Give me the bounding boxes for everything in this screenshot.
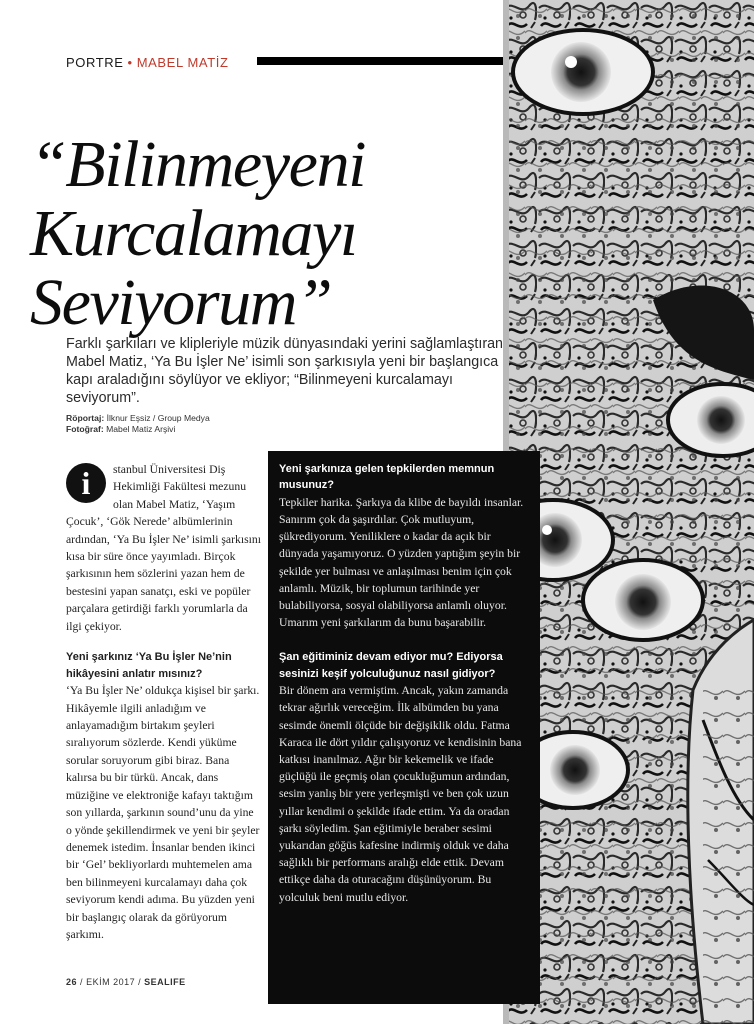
credit-photo	[66, 424, 366, 435]
portrait-photo	[503, 0, 754, 1024]
opening-text: stanbul Üniversitesi Diş Hekimliği Fakültesi mezunu olan Mabel Matiz, ‘Yaşım Çocuk’, ‘Gök Nerede’ albümlerinin ardından, ‘Ya Bu İşler Ne’ isimli şarkısını kısa bir süre önce yayımladı. Birçok şarkısının hem sözlerini yazan hem de bestesini yapan sanatçı, eski ve popüler parçalara getirdiği farklı yorumlarla da ilgi çekiyor.	[66, 463, 261, 633]
headline-line-1: “Bilinmeyeni	[30, 128, 366, 201]
photo-illustration	[503, 0, 754, 1024]
section-separator: •	[127, 55, 133, 70]
magazine-name: SEALIFE	[144, 977, 186, 987]
question-2: Yeni şarkınıza gelen tepkilerden memnun musunuz?	[279, 463, 495, 492]
drop-cap: i	[66, 463, 106, 503]
headline-line-2: Kurcalamayı	[30, 197, 357, 270]
answer-2: Tepkiler harika. Şarkıya da klibe de bayıldı insanlar. Sanırım çok da şaşırdılar. Çok mutluyum, şükrediyorum. Yeniliklere o kadar da açık bir dünyada yaşamıyoruz. O yüzden yaptığım şeyin bir şekilde yer bulması ve anlaşılması benim için çok anlamlı. Müzik, bir toplumun tarihinde yer bulabiliyorsa, sosyal olabiliyorsa anlamlı oluyor. Umarım yeni şarkılarım da bunu başarabilir.	[279, 495, 524, 630]
section-label	[66, 55, 229, 70]
question-1: Yeni şarkınız ‘Ya Bu İşler Ne’nin hikâyesini anlatır mısınız?	[66, 651, 232, 680]
section-subject: MABEL MATİZ	[136, 55, 229, 70]
left-column	[66, 461, 261, 943]
opening-paragraph	[66, 461, 261, 635]
answer-1: ‘Ya Bu İşler Ne’ oldukça kişisel bir şarkı. Hikâyemle ilgili anladığım ve anlayamadığım birtakım şeyleri sıralıyorum sözlerde. Kendi yüküme sorular soruyorum gibi biraz. Bana kalırsa bu bir türkü. Ancak, dans müziğine ve elektroniğe kafayı taktığım son yıllarda, şarkının sound’unu da yine o yönde şekillendirmek ve yeni bir şeyler denemek istedim. İnsanlar benden ikinci bir ‘Gel’ bekliyorlardı muhtemelen ama ben bilinmeyeni kurcalamayı daha çok seviyorum kendi adıma. Bu yüzden yeni bir başlangıç olarak da görüyorum şarkımı.	[66, 684, 260, 941]
headline	[30, 130, 510, 337]
question-3: Şan eğitiminiz devam ediyor mu? Ediyorsa sesinizi keşif yolculuğunuz nasıl gidiyor?	[279, 651, 503, 680]
folio-divider-2: /	[138, 977, 142, 987]
answer-3: Bir dönem ara vermiştim. Ancak, yakın zamanda tekrar ağırlık vereceğim. İlk albümden bu yana sesimde önemli ölçüde bir değişiklik oldu. Fatma Karaca ile dört yıldır çalışıyoruz ve kendisinin bana katkısı inanılmaz. Ağır bir kekemelik ve ifade güçlüğü ile geçmiş olan çocukluğumun ardından, sesim yanlış bir yere yerleşmişti ve ben çok uzun yıllar kendimi o şekilde ifade ettim. Ya da oradan şarkı söyledim. Şan eğitimiyle beraber sesimi yukarıdan göğüs kafesine indirmiş olduk ve daha sağlıklı bir performans aralığı elde ettik. Devam ettikçe daha da oturacağını düşünüyorum. Bu yolculuk beni mutlu ediyor.	[279, 684, 522, 904]
credit-interview	[66, 413, 366, 424]
credit-photo-value: Mabel Matiz Arşivi	[106, 424, 176, 434]
credit-interview-value: İlknur Eşsiz / Group Medya	[106, 413, 210, 423]
section-name: PORTRE	[66, 55, 124, 70]
headline-line-3: Seviyorum”	[30, 266, 332, 339]
credit-photo-label: Fotoğraf:	[66, 424, 104, 434]
intro-paragraph: Farklı şarkıları ve klipleriyle müzik dünyasındaki yerini sağlamlaştıran Mabel Matiz, ‘Ya Bu İşler Ne’ isimli son şarkısıyla yeni bir başlangıca kapı araladığını söylüyor ve ekliyor; “Bilinmeyeni kurcalamayı seviyorum”.	[66, 336, 504, 406]
page-number: 26	[66, 977, 78, 987]
folio-divider-1: /	[80, 977, 84, 987]
header-rule	[257, 57, 503, 65]
issue-date: EKİM 2017	[86, 977, 136, 987]
page-folio	[66, 977, 186, 987]
credit-interview-label: Röportaj:	[66, 413, 105, 423]
credits	[66, 413, 366, 435]
right-column-box	[268, 451, 540, 1004]
